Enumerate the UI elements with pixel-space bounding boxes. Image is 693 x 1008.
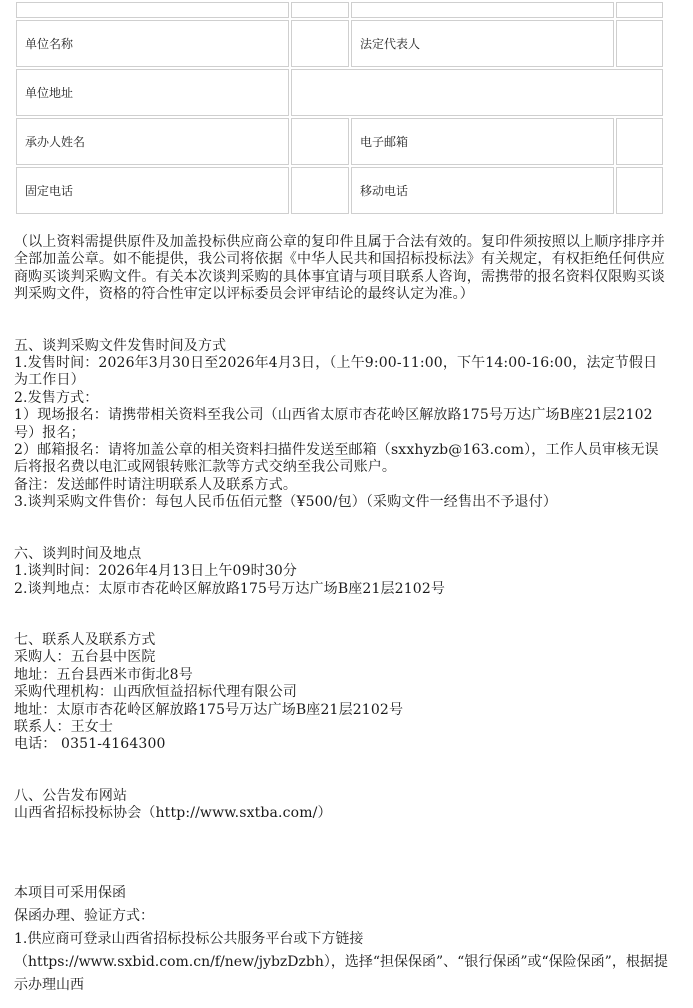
mobile-label: 移动电话 [351,167,614,214]
registration-table [14,0,665,216]
section5-line: 1.发售时间：2026年3月30日至2026年4月3日，（上午9:00-11:00，下午14:00-16:00，法定节假日为工作日） [14,355,658,389]
legal-rep-label: 法定代表人 [351,20,614,67]
table-row [16,118,663,165]
section7-line: 采购代理机构：山西欣恒益招标代理有限公司 [14,684,297,701]
guarantee-line: 保函办理、验证方式： [14,908,154,924]
table-row [16,2,663,18]
announcement-body [14,234,666,823]
section6-line: 2.谈判地点：太原市杏花岭区解放路175号万达广场B座21层2102号 [14,580,446,597]
section5-line: 3.谈判采购文件售价：每包人民币伍佰元整（¥500/包）（采购文件一经售出不予退付） [14,494,558,511]
section6-title: 六、谈判时间及地点 [14,545,142,562]
guarantee-line: 本项目可采用保函 [14,885,126,901]
unit-address-cell[interactable] [291,69,663,116]
table-row [16,69,663,116]
section5-line: 2）邮箱报名：请将加盖公章的相关资料扫描件发送至邮箱（sxxhyzb@163.com），工作人员审核无误后将报名费以电汇或网银转账汇款等方式交纳至我公司账户。 [14,442,659,476]
landline-label: 固定电话 [16,167,289,214]
section5-line: 1）现场报名：请携带相关资料至我公司（山西省太原市杏花岭区解放路175号万达广场B座21层2102号）报名； [14,407,653,441]
email-label: 电子邮箱 [351,118,614,165]
mobile-cell[interactable] [616,167,663,214]
landline-cell[interactable] [291,167,349,214]
unit-name-cell[interactable] [291,20,349,67]
section5-line: 2.发售方式： [14,389,99,406]
email-cell[interactable] [616,118,663,165]
section6-line: 1.谈判时间：2026年4月13日上午09时30分 [14,563,298,580]
section5-title: 五、谈判采购文件发售时间及方式 [14,337,227,354]
table-row [16,20,663,67]
section7-line: 联系人：王女士 [14,718,114,735]
section7-line: 地址：五台县西米市街北8号 [14,666,193,683]
contact-name-label: 承办人姓名 [16,118,289,165]
note-paragraph: （以上资料需提供原件及加盖投标供应商公章的复印件且属于合法有效的。复印件须按照以上顺序排序并全部加盖公章。如不能提供，我公司将依据《中华人民共和国招标投标法》有关规定，有权拒绝任何供应商购买谈判采购文件。有关本次谈判采购的具体事宜请与项目联系人咨询，需携带的报名资料仅限购买谈判采购文件，资格的符合性审定以评标委员会评审结论的最终认定为准。） [14,234,665,303]
legal-rep-cell[interactable] [616,20,663,67]
table-row [16,167,663,214]
guarantee-section [14,882,674,997]
section8-title: 八、公告发布网站 [14,787,128,804]
section7-line: 电话： 0351-4164300 [14,736,166,753]
section7-line: 采购人：五台县中医院 [14,649,156,666]
section7-line: 地址：太原市杏花岭区解放路175号万达广场B座21层2102号 [14,701,404,718]
website-link[interactable]: 山西省招标投标协会（http://www.sxtba.com/） [14,805,332,822]
section5-line: 备注：发送邮件时请注明联系人及联系方式。 [14,476,297,493]
unit-address-label: 单位地址 [16,69,289,116]
section7-title: 七、联系人及联系方式 [14,631,156,648]
guarantee-line: 1.供应商可登录山西省招标投标公共服务平台或下方链接（https://www.sxbid.com.cn/f/new/jybzDzbh），选择“担保保函”、“银行保函”或“保险保函”，根据提示办理山西 [14,931,668,993]
contact-name-cell[interactable] [291,118,349,165]
unit-name-label: 单位名称 [16,20,289,67]
